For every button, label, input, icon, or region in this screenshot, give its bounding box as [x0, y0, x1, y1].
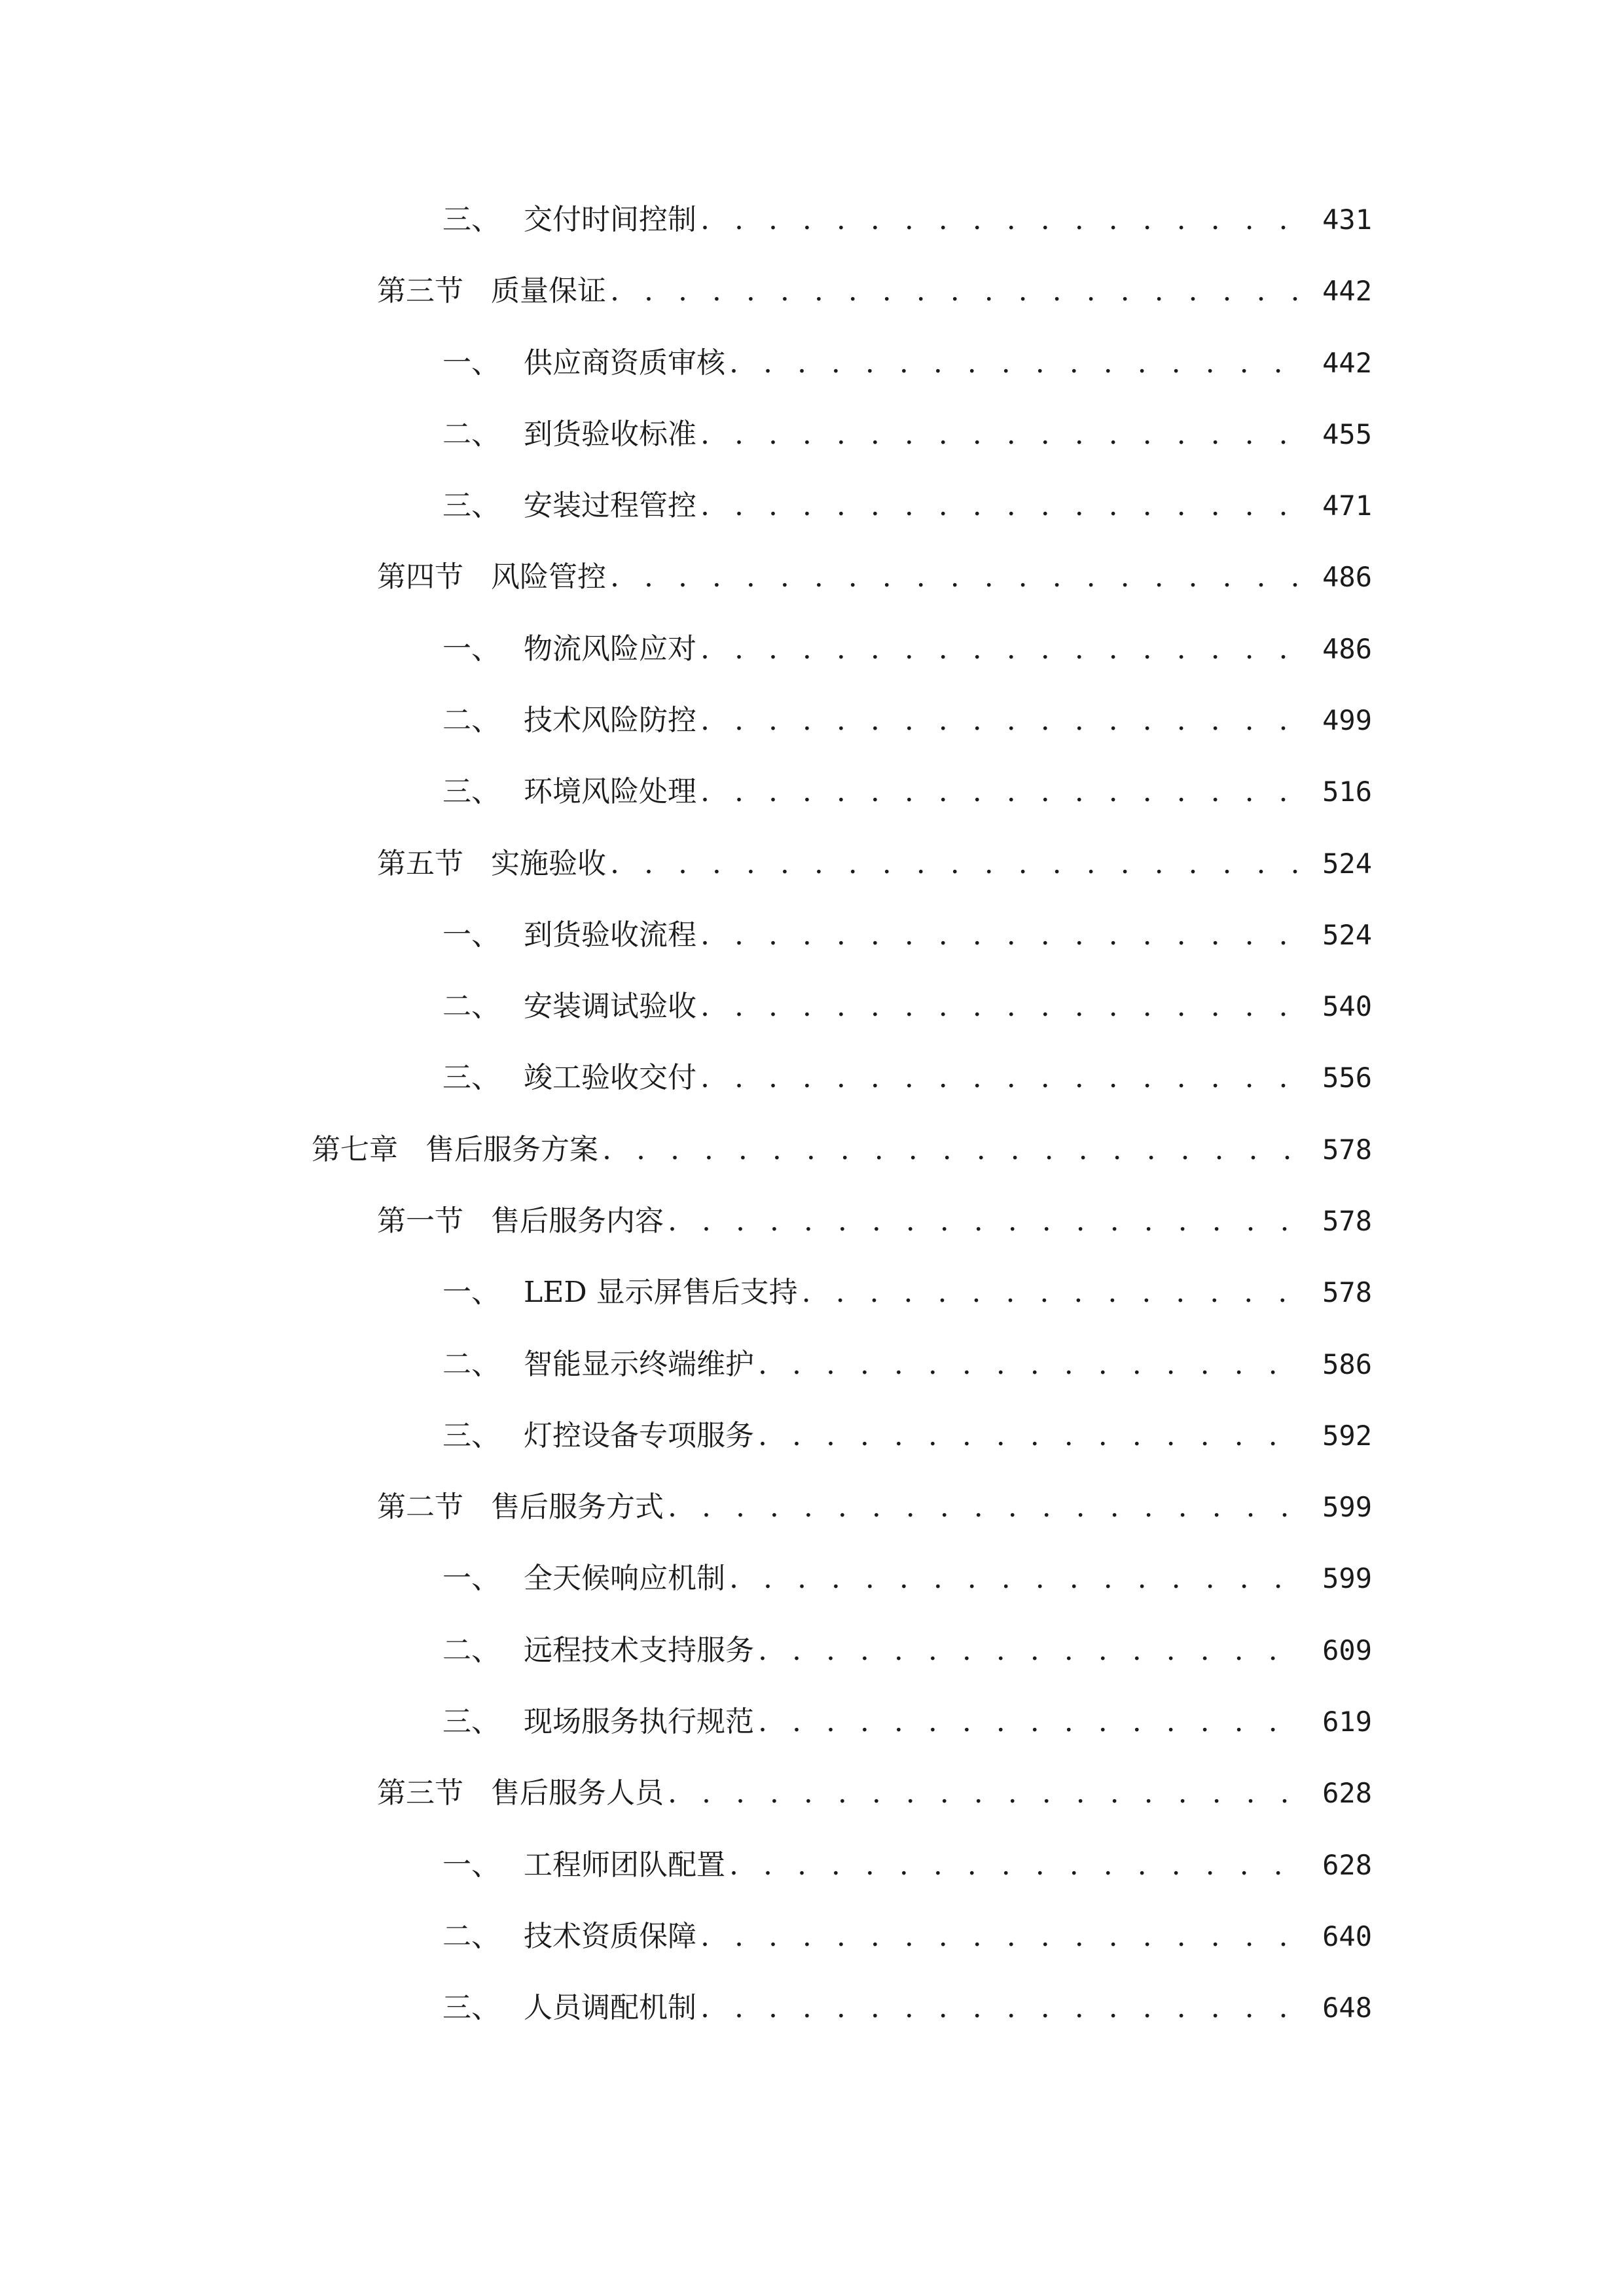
toc-entry[interactable]	[377, 1481, 1372, 1534]
toc-entry-title: 环境风险处理	[524, 775, 696, 808]
dot-leader	[696, 1982, 1303, 2034]
toc-entry[interactable]	[442, 1839, 1372, 1892]
toc-entry[interactable]	[442, 766, 1372, 818]
toc-entry[interactable]	[442, 1910, 1372, 1963]
toc-entry[interactable]	[442, 194, 1372, 246]
toc-entry-title: 售后服务方式	[491, 1490, 664, 1524]
toc-entry-number: 第三节	[377, 274, 463, 308]
dot-leader	[754, 1696, 1303, 1748]
toc-entry-page: 442	[1322, 347, 1372, 379]
toc-entry-number: 三、	[442, 1991, 500, 2024]
toc-entry-page: 578	[1322, 1205, 1372, 1237]
toc-entry[interactable]	[442, 1052, 1372, 1104]
toc-entry-number: 三、	[442, 775, 500, 808]
toc-entry[interactable]	[442, 480, 1372, 532]
dot-leader	[725, 337, 1303, 389]
toc-entry-number: 三、	[442, 203, 500, 236]
toc-entry[interactable]	[442, 1266, 1372, 1319]
toc-entry[interactable]	[442, 1982, 1372, 2034]
dot-leader	[754, 1338, 1303, 1391]
toc-entry-title: 技术资质保障	[524, 1920, 696, 1953]
toc-entry-number: 一、	[442, 346, 500, 380]
toc-entry-title: 人员调配机制	[524, 1991, 696, 2024]
dot-leader	[598, 1124, 1303, 1176]
toc-entry-number: 一、	[442, 1848, 500, 1882]
toc-entry-number: 第二节	[377, 1490, 463, 1524]
toc-entry-number: 第一节	[377, 1204, 463, 1238]
toc-entry-page: 609	[1322, 1634, 1372, 1666]
toc-entry[interactable]	[442, 980, 1372, 1033]
toc-entry-page: 640	[1322, 1920, 1372, 1952]
toc-entry-page: 599	[1322, 1491, 1372, 1523]
dot-leader	[725, 1839, 1303, 1892]
toc-entry-number: 一、	[442, 918, 500, 952]
toc-entry-title: 供应商资质审核	[524, 346, 725, 380]
toc-entry[interactable]	[442, 337, 1372, 389]
toc-entry-title: 到货验收流程	[524, 918, 696, 952]
toc-entry-number: 第七章	[312, 1133, 398, 1166]
toc-entry[interactable]	[442, 694, 1372, 747]
toc-entry-number: 一、	[442, 1276, 500, 1309]
dot-leader	[664, 1767, 1303, 1820]
toc-entry-page: 431	[1322, 204, 1372, 236]
toc-entry-page: 455	[1322, 418, 1372, 450]
toc-entry-page: 556	[1322, 1062, 1372, 1094]
toc-entry[interactable]	[442, 1552, 1372, 1605]
toc-entry-page: 486	[1322, 561, 1372, 593]
toc-entry-number: 二、	[442, 990, 500, 1023]
toc-entry-number: 第三节	[377, 1776, 463, 1810]
toc-entry[interactable]	[442, 909, 1372, 961]
dot-leader	[696, 766, 1303, 818]
dot-leader	[754, 1624, 1303, 1677]
dot-leader	[696, 980, 1303, 1033]
dot-leader	[696, 909, 1303, 961]
toc-entry-number: 二、	[442, 1920, 500, 1953]
toc-entry[interactable]	[442, 1624, 1372, 1677]
toc-entry[interactable]	[442, 623, 1372, 675]
toc-entry-title: 现场服务执行规范	[524, 1705, 754, 1738]
toc-entry-number: 第四节	[377, 560, 463, 594]
toc-entry-title: 安装过程管控	[524, 489, 696, 522]
toc-entry-title: 全天候响应机制	[524, 1562, 725, 1595]
toc-entry[interactable]	[442, 1338, 1372, 1391]
toc-entry-title: 工程师团队配置	[524, 1848, 725, 1882]
toc-entry-page: 592	[1322, 1420, 1372, 1452]
toc-entry[interactable]	[377, 265, 1372, 317]
toc-entry-page: 619	[1322, 1706, 1372, 1738]
dot-leader	[696, 1910, 1303, 1963]
toc-entry-page: 516	[1322, 776, 1372, 808]
toc-entry-number: 第五节	[377, 847, 463, 880]
toc-entry-number: 三、	[442, 489, 500, 522]
toc-entry-title: 技术风险防控	[524, 704, 696, 737]
toc-entry-page: 586	[1322, 1348, 1372, 1380]
toc-entry-title: 安装调试验收	[524, 990, 696, 1023]
toc-entry-page: 442	[1322, 275, 1372, 307]
dot-leader	[798, 1266, 1303, 1319]
toc-entry-title: 竣工验收交付	[524, 1061, 696, 1094]
toc-entry-title: 灯控设备专项服务	[524, 1419, 754, 1452]
toc-entry-number: 二、	[442, 1634, 500, 1667]
dot-leader	[696, 623, 1303, 675]
toc-entry[interactable]	[442, 1696, 1372, 1748]
toc-entry-page: 599	[1322, 1562, 1372, 1594]
toc-entry-number: 二、	[442, 1348, 500, 1381]
toc-entry-page: 524	[1322, 919, 1372, 951]
toc-entry-title: 售后服务内容	[491, 1204, 664, 1238]
toc-entry-title: 到货验收标准	[524, 418, 696, 451]
toc-entry-number: 三、	[442, 1419, 500, 1452]
dot-leader	[696, 694, 1303, 747]
toc-entry[interactable]	[377, 1195, 1372, 1247]
toc-entry-title: 售后服务人员	[491, 1776, 664, 1810]
toc-entry-title: 智能显示终端维护	[524, 1348, 754, 1381]
toc-entry[interactable]	[442, 1410, 1372, 1462]
toc-entry-page: 628	[1322, 1849, 1372, 1881]
dot-leader	[696, 194, 1303, 246]
dot-leader	[606, 838, 1303, 890]
toc-entry-page: 648	[1322, 1992, 1372, 2024]
toc-entry-page: 578	[1322, 1276, 1372, 1308]
dot-leader	[696, 480, 1303, 532]
toc-entry-number: 一、	[442, 1562, 500, 1595]
toc-entry-page: 540	[1322, 990, 1372, 1022]
dot-leader	[664, 1195, 1303, 1247]
toc-entry-number: 三、	[442, 1061, 500, 1094]
dot-leader	[606, 265, 1303, 317]
toc-entry-title: 质量保证	[491, 274, 606, 308]
dot-leader	[725, 1552, 1303, 1605]
toc-entry[interactable]	[312, 1124, 1372, 1176]
toc-entry-page: 628	[1322, 1777, 1372, 1809]
toc-entry-number: 二、	[442, 418, 500, 451]
toc-entry[interactable]	[377, 1767, 1372, 1820]
toc-entry-title: LED 显示屏售后支持	[524, 1276, 798, 1309]
dot-leader	[664, 1481, 1303, 1534]
toc-entry-page: 524	[1322, 848, 1372, 880]
toc-entry-page: 471	[1322, 490, 1372, 522]
dot-leader	[754, 1410, 1303, 1462]
toc-entry-number: 一、	[442, 632, 500, 666]
toc-entry-title: 物流风险应对	[524, 632, 696, 666]
toc-entry-title: 交付时间控制	[524, 203, 696, 236]
toc-entry[interactable]	[442, 408, 1372, 461]
toc-entry-number: 三、	[442, 1705, 500, 1738]
toc-entry[interactable]	[377, 838, 1372, 890]
toc-entry-title: 售后服务方案	[425, 1133, 598, 1166]
toc-entry-title: 实施验收	[491, 847, 606, 880]
dot-leader	[696, 408, 1303, 461]
toc-entry-number: 二、	[442, 704, 500, 737]
toc-entry-title: 风险管控	[491, 560, 606, 594]
toc-entry-title: 远程技术支持服务	[524, 1634, 754, 1667]
dot-leader	[606, 551, 1303, 603]
toc-entry-page: 499	[1322, 704, 1372, 736]
dot-leader	[696, 1052, 1303, 1104]
toc-entry-page: 486	[1322, 633, 1372, 665]
toc-entry[interactable]	[377, 551, 1372, 603]
toc-entry-page: 578	[1322, 1134, 1372, 1166]
